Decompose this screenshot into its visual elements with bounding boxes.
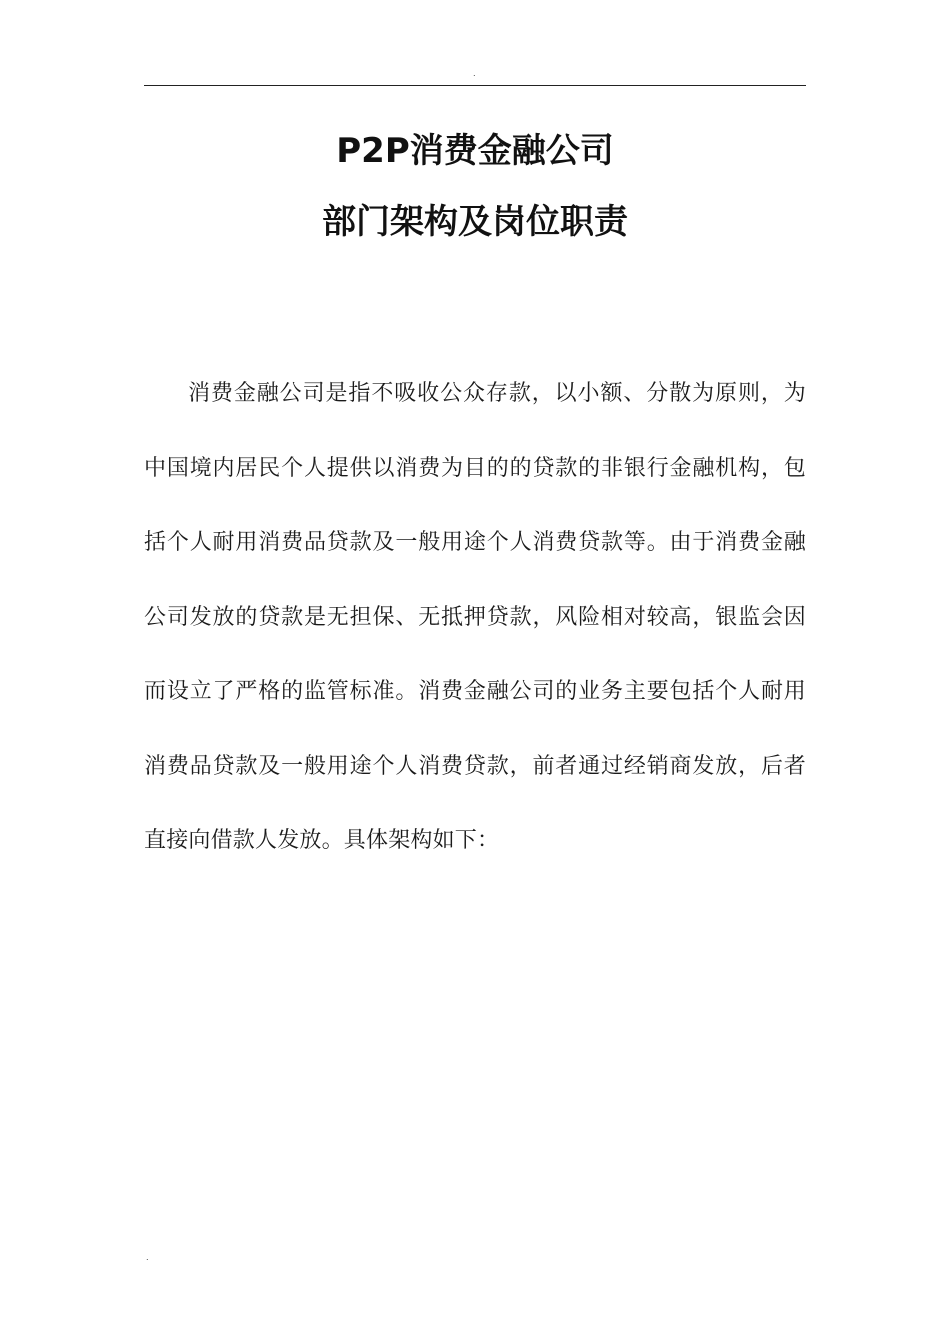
document-title-line-2: 部门架构及岗位职责 <box>322 202 628 242</box>
footer-dot: . <box>146 1253 149 1262</box>
body-paragraph: 消费金融公司是指不吸收公众存款，以小额、分散为原则，为中国境内居民个人提供以消费为目的的贷款的非银行金融机构，包括个人耐用消费品贷款及一般用途个人消费贷款等。由于消费金融公司发放的贷款是无担保、无抵押贷款，风险相对较高，银监会因而设立了严格的监管标准。消费金融公司的业务主要包括个人耐用消费品贷款及一般用途个人消费贷款，前者通过经销商发放，后者直接向借款人发放。具体架构如下： <box>144 381 806 853</box>
header-rule <box>144 85 806 86</box>
title-block <box>144 126 806 247</box>
document-title-line-1: P2P消费金融公司 <box>336 131 614 171</box>
header-dot: . <box>473 69 476 78</box>
